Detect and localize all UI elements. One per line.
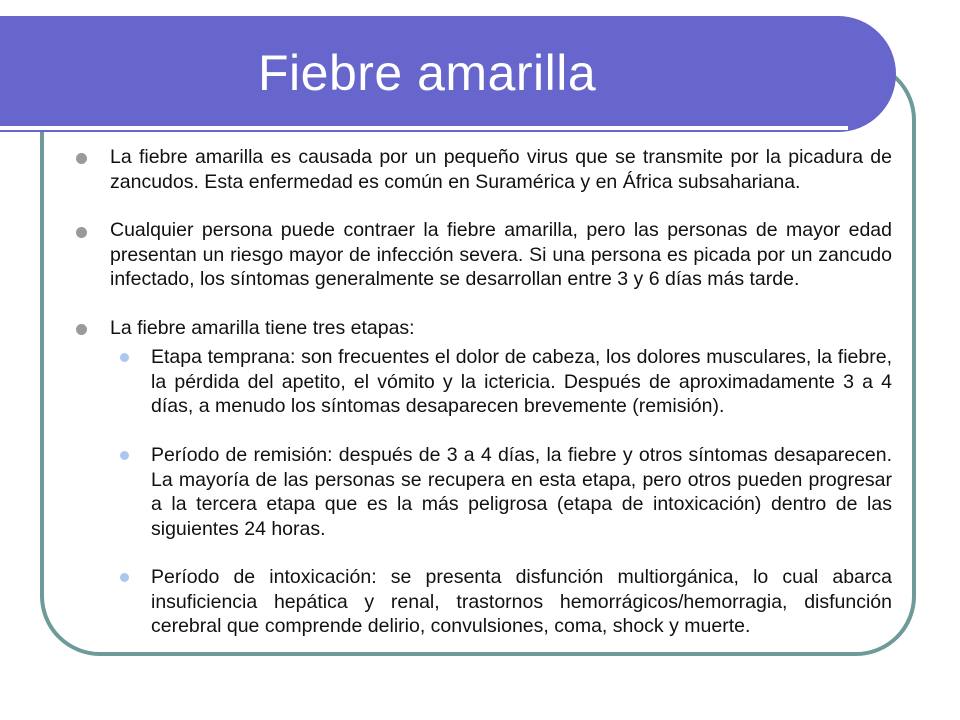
sub-bullet-icon [120,451,129,460]
slide-title: Fiebre amarilla [258,45,597,101]
bullet-icon [76,153,87,164]
sub-bullet-text: Período de intoxicación: se presenta disfunción multiorgánica, lo cual abarca insuficiencia hepática y renal, trastornos hemorrágicos/hemorragia, disfunción cerebral que comprende delirio, convulsiones, coma, shock y muerte. [151,566,892,637]
sub-bullet-text: Etapa temprana: son frecuentes el dolor de cabeza, los dolores musculares, la fiebre, la pérdida del apetito, el vómito y la ictericia. Después de aproximadamente 3 a 4 días, a menudo los síntomas desaparecen brevemente (remisión). [151,346,892,417]
sub-bullet-icon [120,353,129,362]
bullet-icon [76,227,87,238]
bullet-text: La fiebre amarilla tiene tres etapas: [110,317,415,339]
bullet-icon [76,324,87,335]
sub-bullet-text: Período de remisión: después de 3 a 4 días, la fiebre y otros síntomas desaparecen. La mayoría de las personas se recupera en esta etapa, pero otros pueden progresar a la tercera etapa que es la más peligrosa (etapa de intoxicación) dentro de las siguientes 24 horas. [151,444,892,540]
sub-bullet-icon [120,573,129,582]
bullet-text: La fiebre amarilla es causada por un pequeño virus que se transmite por la picadura de zancudos. Esta enfermedad es común en Suramérica y en África subsahariana. [110,146,892,193]
bullet-text: Cualquier persona puede contraer la fiebre amarilla, pero las personas de mayor edad presentan un riesgo mayor de infección severa. Si una persona es picada por un zancudo infectado, los síntomas generalmente se desarrollan entre 3 y 6 días más tarde. [110,219,892,290]
